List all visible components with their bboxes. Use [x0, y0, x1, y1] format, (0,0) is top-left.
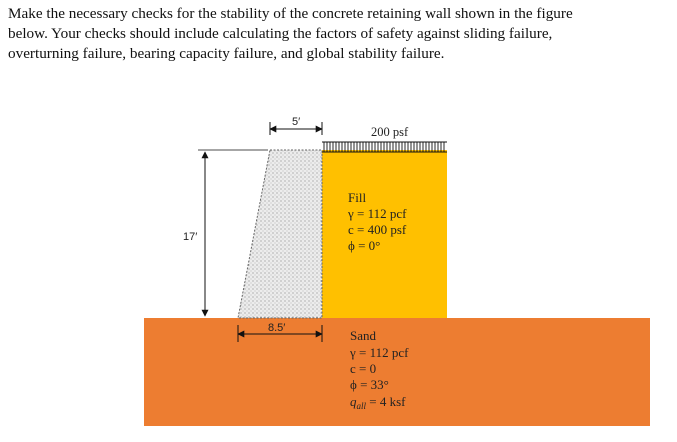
concrete-wall: [238, 150, 322, 318]
problem-statement: Make the necessary checks for the stability of the concrete retaining wall shown in the figure below. Your checks should include calculating the factors of safety against sliding failure, overturning failure, bearing capacity failure, and global stability failure.: [8, 5, 573, 62]
sand-gamma: γ = 112 pcf: [350, 345, 409, 360]
top-width-label: 5′: [292, 116, 301, 128]
sand-friction-angle: ϕ = 33°: [350, 377, 389, 392]
sand-layer: [144, 318, 650, 426]
fill-gamma: γ = 112 pcf: [348, 206, 407, 221]
fill-title: Fill: [348, 190, 367, 205]
fill-friction-angle: ϕ = 0°: [348, 238, 381, 253]
base-width-label: 8.5′: [268, 322, 286, 334]
sand-title: Sand: [350, 328, 376, 343]
sand-allowable-bearing: $q_{all} = 4$ ksf: [350, 394, 406, 411]
height-label: 17′: [183, 231, 198, 243]
sand-cohesion: c = 0: [350, 361, 377, 376]
surcharge-label: 200 psf: [371, 125, 409, 139]
fill-cohesion: c = 400 psf: [348, 222, 407, 237]
